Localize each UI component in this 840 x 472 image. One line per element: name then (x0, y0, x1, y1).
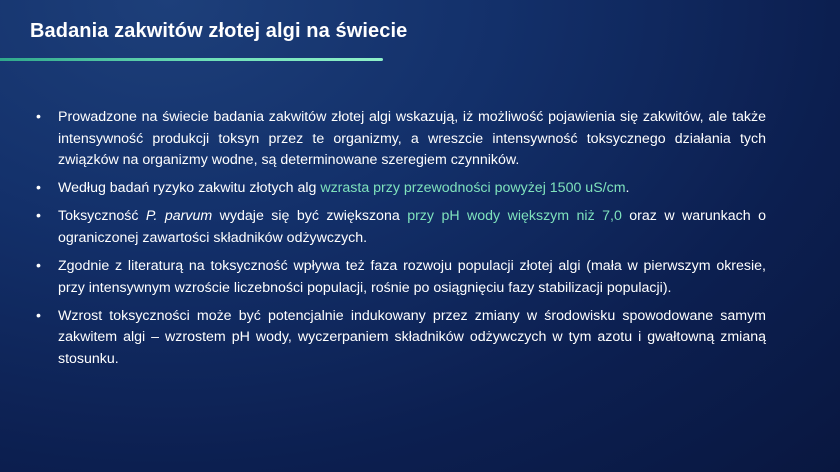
slide-title: Badania zakwitów złotej algi na świecie (30, 20, 408, 42)
title-underline (0, 58, 383, 61)
bullet-icon: • (36, 307, 41, 324)
bullet-item (36, 306, 766, 371)
highlighted-text: wzrasta przy przewodności powyżej 1500 uS/cm (320, 180, 626, 197)
bullet-text: Prowadzone na świecie badania zakwitów złotej algi wskazują, iż możliwość pojawienia się zakwitów, ale także intensywność produkcji toksyn przez te organizmy, a wreszcie intensywność toksycznego działania tych związków na organizmy wodne, są determinowane szeregiem czynników. (58, 109, 766, 169)
highlighted-text: przy pH wody większym niż 7,0 (407, 208, 622, 225)
bullet-text: Zgodnie z literaturą na toksyczność wpływa też faza rozwoju populacji złotej algi (mała w pierwszym okresie, przy intensywnym wzroście liczebności populacji, rośnie po osiągnięciu fazy stabilizacji populacji). (58, 258, 766, 296)
bullet-icon: • (36, 180, 41, 197)
bullet-text: oraz w warunkach o ograniczonej zawartości składników odżywczych. (58, 208, 766, 246)
bullet-list (36, 107, 766, 377)
bullet-item (36, 206, 766, 249)
bullet-icon: • (36, 109, 41, 125)
bullet-text: wydaje się być zwiększona (212, 208, 408, 225)
bullet-icon: • (36, 208, 41, 225)
species-name: P. parvum (145, 208, 213, 225)
bullet-text: . (625, 180, 630, 197)
bullet-text: Według badań ryzyko zakwitu złotych alg (58, 180, 321, 197)
bullet-icon: • (36, 258, 41, 275)
bullet-text: Toksyczność (58, 208, 146, 225)
bullet-item (36, 178, 766, 200)
bullet-text: Wzrost toksyczności może być potencjalnie indukowany przez zmiany w środowisku spowodowane samym zakwitem algi – wzrostem pH wody, wyczerpaniem składników odżywczych w tym azotu i gwałtowną zmianą stosunku. (58, 307, 766, 367)
bullet-item (36, 256, 766, 299)
bullet-item (36, 107, 766, 172)
